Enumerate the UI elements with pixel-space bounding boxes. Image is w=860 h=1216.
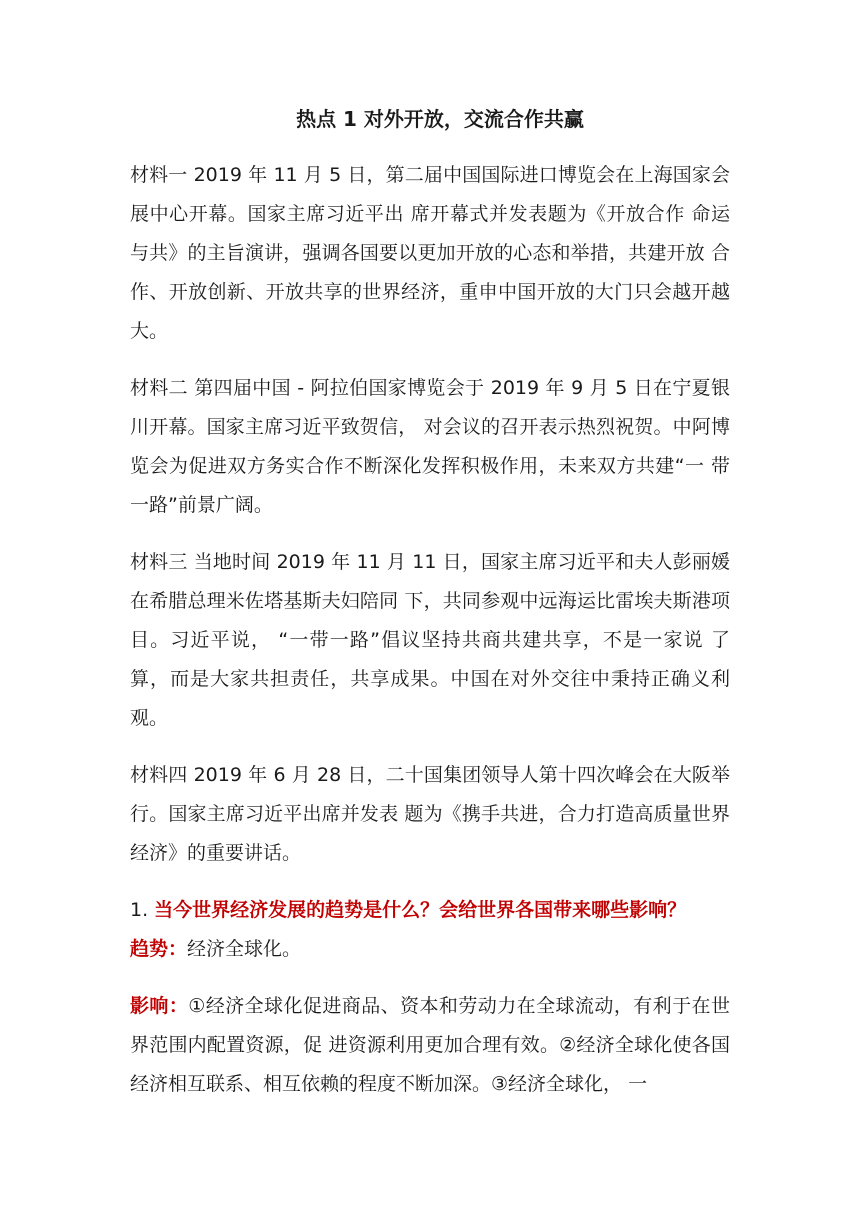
page-title: 热点 1 对外开放，交流合作共赢 — [296, 107, 584, 131]
impact-answer — [130, 987, 730, 1104]
material-1: 材料一 2019 年 11 月 5 日，第二届中国国际进口博览会在上海国家会展中心开幕。国家主席习近平出 席开幕式并发表题为《开放合作 命运与共》的主旨演讲，强调各国要以更加开放的心态和举措，共建开放 合作、开放创新、开放共享的世界经济，重申中国开放的大门只会越开越大。 — [130, 164, 730, 342]
material-4: 材料四 2019 年 6 月 28 日，二十国集团领导人第十四次峰会在大阪举行。国家主席习近平出席并发表 题为《携手共进，合力打造高质量世界经济》的重要讲话。 — [130, 764, 730, 864]
impact-label: 影响： — [130, 995, 189, 1017]
question-text: 当今世界经济发展的趋势是什么？会给世界各国带来哪些影响？ — [154, 899, 687, 921]
document-page — [130, 104, 730, 1104]
material-2: 材料二 第四届中国 - 阿拉伯国家博览会于 2019 年 9 月 5 日在宁夏银川开幕。国家主席习近平致贺信， 对会议的召开表示热烈祝贺。中阿博览会为促进双方务实合作不断深化发挥积极作用，未来双方共建“一 带一路”前景广阔。 — [130, 377, 730, 516]
trend-answer — [130, 930, 730, 969]
trend-text: 经济全球化。 — [187, 938, 302, 960]
material-3: 材料三 当地时间 2019 年 11 月 11 日，国家主席习近平和夫人彭丽媛在希腊总理米佐塔基斯夫妇陪同 下，共同参观中远海运比雷埃夫斯港项目。习近平说， “一带一路”倡议坚持共商共建共享，不是一家说 了算，而是大家共担责任，共享成果。中国在对外交往中秉持正确义利观。 — [130, 551, 730, 729]
question-number: 1. — [130, 899, 155, 921]
impact-text: ①经济全球化促进商品、资本和劳动力在全球流动，有利于在世界范围内配置资源，促 进资源利用更加合理有效。②经济全球化使各国经济相互联系、相互依赖的程度不断加深。③经济全球化， 一 — [130, 995, 730, 1095]
trend-label: 趋势： — [130, 938, 188, 960]
question-1 — [130, 891, 730, 930]
